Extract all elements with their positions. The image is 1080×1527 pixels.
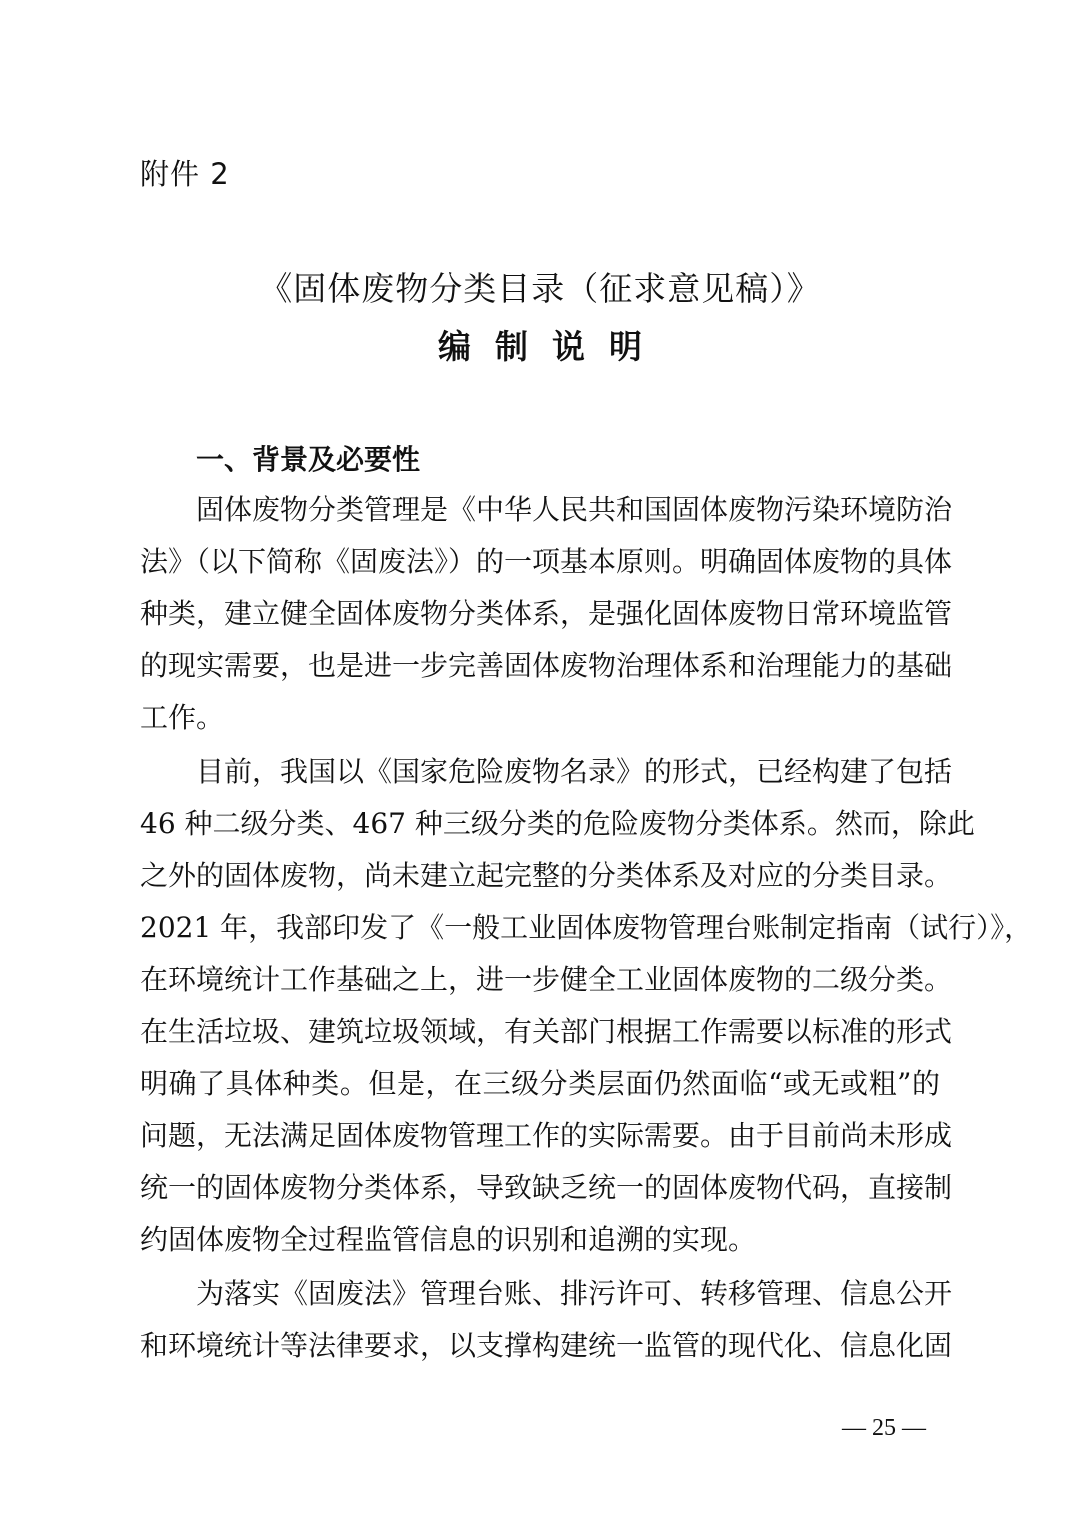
body-line: 为落实《固废法》管理台账、排污许可、转移管理、信息公开 xyxy=(196,1277,953,1310)
body-line: 工作。 xyxy=(140,701,225,734)
body-line: 目前，我国以《国家危险废物名录》的形式，已经构建了包括 xyxy=(196,755,953,788)
body-line: 问题，无法满足固体废物管理工作的实际需要。由于目前尚未形成 xyxy=(140,1119,953,1152)
page-number: — 25 — xyxy=(842,1415,926,1441)
document-title: 《固体废物分类目录（征求意见稿）》 xyxy=(259,269,821,308)
body-line: 统一的固体废物分类体系，导致缺乏统一的固体废物代码，直接制 xyxy=(140,1171,953,1204)
body-line: 的现实需要，也是进一步完善固体废物治理体系和治理能力的基础 xyxy=(140,649,953,682)
body-line: 约固体废物全过程监管信息的识别和追溯的实现。 xyxy=(140,1223,757,1256)
attachment-label: 附件 2 xyxy=(140,157,230,191)
document-subtitle: 编制说明 xyxy=(438,327,666,366)
body-line: 之外的固体废物，尚未建立起完整的分类体系及对应的分类目录。 xyxy=(140,859,953,892)
body-line: 法》（以下简称《固废法》）的一项基本原则。明确固体废物的具体 xyxy=(140,545,953,578)
body-line: 2021 年，我部印发了《一般工业固体废物管理台账制定指南（试行）》， xyxy=(140,911,1033,944)
body-line: 在生活垃圾、建筑垃圾领域，有关部门根据工作需要以标准的形式 xyxy=(140,1015,953,1048)
body-line: 种类，建立健全固体废物分类体系，是强化固体废物日常环境监管 xyxy=(140,597,953,630)
section-heading: 一、背景及必要性 xyxy=(196,443,421,476)
body-line: 明确了具体种类。但是，在三级分类层面仍然面临“或无或粗”的 xyxy=(140,1067,940,1100)
body-line: 和环境统计等法律要求，以支撑构建统一监管的现代化、信息化固 xyxy=(140,1329,953,1362)
body-line: 固体废物分类管理是《中华人民共和国固体废物污染环境防治 xyxy=(196,493,953,526)
body-line: 46 种二级分类、467 种三级分类的危险废物分类体系。然而，除此 xyxy=(140,807,975,840)
body-line: 在环境统计工作基础之上，进一步健全工业固体废物的二级分类。 xyxy=(140,963,953,996)
